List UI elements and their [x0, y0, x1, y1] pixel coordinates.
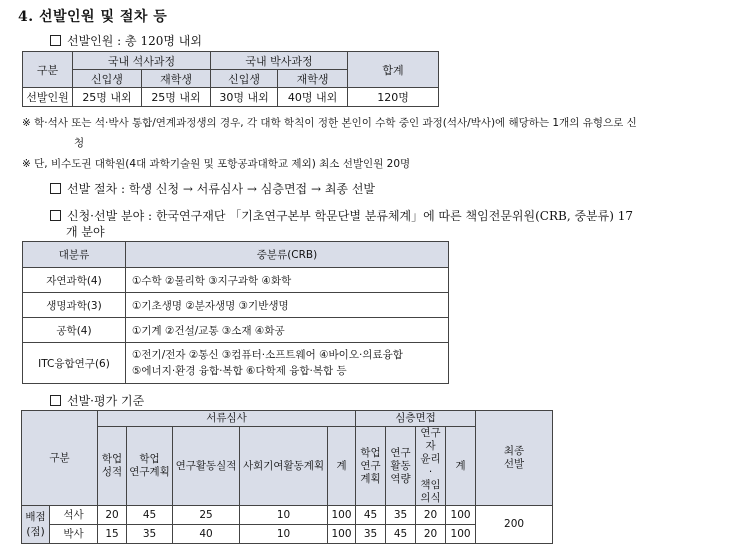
header-gubun: 구분 — [23, 52, 73, 88]
table-cell: 10 — [240, 506, 328, 525]
bullet-evaluation-criteria: 선발·평가 기준 — [50, 392, 144, 409]
subheader: 재학생 — [142, 70, 211, 88]
header-domestic-phd: 국내 박사과정 — [211, 52, 348, 70]
crb-list-line: ⑤에너지·환경 융합·복합 ⑥다학제 융합·복합 등 — [132, 365, 347, 377]
table-cell: 30명 내외 — [211, 88, 278, 107]
table-cell: 100 — [328, 506, 356, 525]
degree-label: 석사 — [50, 506, 98, 525]
final-score: 200 — [476, 506, 553, 544]
header-major: 대분류 — [23, 242, 126, 268]
crb-list: ①기초생명 ②분자생명 ③기반생명 — [126, 293, 449, 318]
note-non-capital: ※ 단, 비수도권 대학원(4대 과학기술원 및 포항공과대학교 제외) 최소 선발인원 20명 — [22, 158, 411, 170]
note-integrated-course-cont: 청 — [74, 137, 85, 149]
square-bullet-icon — [50, 183, 61, 194]
table-cell: 35 — [356, 525, 386, 544]
header-domestic-master: 국내 석사과정 — [73, 52, 211, 70]
major-field: 자연과학(4) — [23, 268, 126, 293]
row-label: 선발인원 — [23, 88, 73, 107]
col-header: 사회기여활동계획 — [240, 427, 328, 506]
table-cell: 20 — [98, 506, 127, 525]
col-header: 연구활동실적 — [173, 427, 240, 506]
subheader: 재학생 — [278, 70, 348, 88]
crb-list — [126, 343, 449, 384]
square-bullet-icon — [50, 35, 61, 46]
table-cell: 20 — [416, 525, 446, 544]
selection-count-table — [22, 51, 439, 107]
table-cell: 10 — [240, 525, 328, 544]
table-cell: 25명 내외 — [73, 88, 142, 107]
table-cell: 15 — [98, 525, 127, 544]
table-cell: 45 — [386, 525, 416, 544]
major-field: 생명과학(3) — [23, 293, 126, 318]
subheader: 신입생 — [73, 70, 142, 88]
bullet-fields-cont: 개 분야 — [66, 225, 105, 239]
table-cell: 40명 내외 — [278, 88, 348, 107]
table-cell: 20 — [416, 506, 446, 525]
score-label: 배점 (점) — [22, 506, 50, 544]
col-header: 학업 성적 — [98, 427, 127, 506]
table-cell: 120명 — [348, 88, 439, 107]
table-cell: 45 — [356, 506, 386, 525]
table-cell: 35 — [386, 506, 416, 525]
crb-list: ①수학 ②물리학 ③지구과학 ④화학 — [126, 268, 449, 293]
header-final: 최종 선발 — [476, 411, 553, 506]
table-cell: 100 — [328, 525, 356, 544]
major-field: 공학(4) — [23, 318, 126, 343]
section-title: 4. 선발인원 및 절차 등 — [18, 9, 168, 25]
bullet-selection-count: 선발인원 : 총 120명 내외 — [50, 32, 202, 49]
header-crb: 중분류(CRB) — [126, 242, 449, 268]
header-gubun: 구분 — [22, 411, 98, 506]
table-cell: 45 — [127, 506, 173, 525]
bullet-fields: 신청·선발 분야 : 한국연구재단 「기초연구본부 학문단별 분류체계」에 따른 책임전문위원(CRB, 중분류) 17 — [50, 207, 633, 224]
square-bullet-icon — [50, 395, 61, 406]
square-bullet-icon — [50, 210, 61, 221]
table-cell: 40 — [173, 525, 240, 544]
header-total: 합계 — [348, 52, 439, 88]
table-cell: 100 — [446, 525, 476, 544]
col-header: 학업 연구계획 — [127, 427, 173, 506]
table-cell: 25 — [173, 506, 240, 525]
col-header: 계 — [328, 427, 356, 506]
subheader: 신입생 — [211, 70, 278, 88]
bullet-selection-process: 선발 절차 : 학생 신청 → 서류심사 → 심층면접 → 최종 선발 — [50, 180, 375, 197]
degree-label: 박사 — [50, 525, 98, 544]
col-header: 연구자 윤리 · 책임 의식 — [416, 427, 446, 506]
crb-list: ①기계 ②건설/교통 ③소재 ④화공 — [126, 318, 449, 343]
field-classification-table — [22, 241, 449, 384]
header-document-review: 서류심사 — [98, 411, 356, 427]
major-field: ITC융합연구(6) — [23, 343, 126, 384]
note-integrated-course: ※ 학·석사 또는 석·박사 통합/연계과정생의 경우, 각 대학 학칙이 정한 본인이 수학 중인 과정(석사/박사)에 해당하는 1개의 유형으로 신 — [22, 117, 637, 129]
crb-list-line: ①전기/전자 ②통신 ③컴퓨터·소프트웨어 ④바이오·의료융합 — [132, 349, 403, 361]
table-cell: 35 — [127, 525, 173, 544]
evaluation-table — [21, 410, 553, 544]
header-interview: 심층면접 — [356, 411, 476, 427]
col-header: 학업 연구 계획 — [356, 427, 386, 506]
table-cell: 25명 내외 — [142, 88, 211, 107]
table-cell: 100 — [446, 506, 476, 525]
col-header: 연구 활동 역량 — [386, 427, 416, 506]
col-header: 계 — [446, 427, 476, 506]
